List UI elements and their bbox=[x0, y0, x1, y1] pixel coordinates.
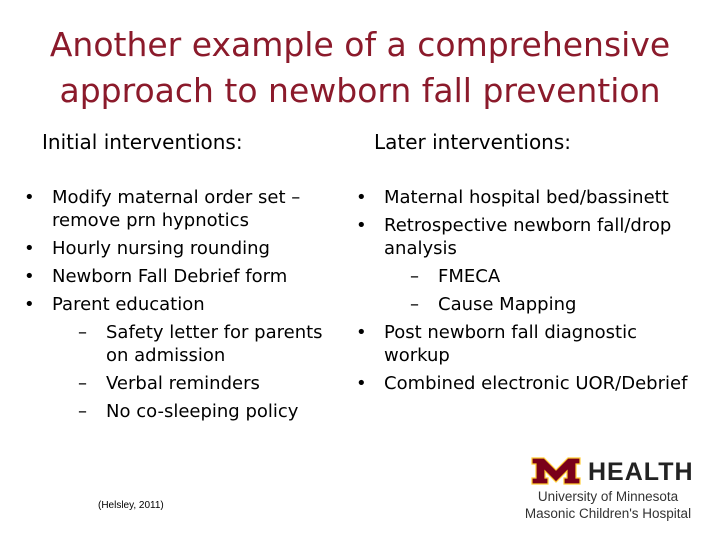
bullet-glyph: • bbox=[24, 294, 35, 315]
university-health-logo bbox=[518, 456, 698, 526]
logo-line-2: Masonic Children's Hospital bbox=[524, 506, 692, 521]
right-column-list bbox=[352, 186, 702, 400]
bullet-glyph: • bbox=[356, 322, 367, 343]
dash-glyph: – bbox=[78, 401, 87, 422]
right-sub-item bbox=[352, 265, 702, 288]
slide-title-line-2: approach to newborn fall prevention bbox=[59, 71, 661, 110]
left-list-item-text: Modify maternal order set – remove prn hypnotics bbox=[52, 187, 301, 231]
right-sub-item-text: Cause Mapping bbox=[438, 294, 577, 315]
left-sub-item bbox=[20, 321, 350, 367]
left-sub-item-text: Verbal reminders bbox=[106, 373, 260, 394]
slide-title bbox=[20, 22, 700, 114]
left-sub-item bbox=[20, 400, 350, 423]
left-list-item bbox=[20, 293, 350, 316]
right-column-heading: Later interventions: bbox=[374, 130, 572, 154]
dash-glyph: – bbox=[410, 294, 419, 315]
left-list-item-text: Newborn Fall Debrief form bbox=[52, 266, 288, 287]
bullet-glyph: • bbox=[24, 187, 35, 208]
right-sub-item bbox=[352, 293, 702, 316]
right-list-item bbox=[352, 372, 702, 395]
right-list-item bbox=[352, 321, 702, 367]
citation: (Helsley, 2011) bbox=[98, 500, 164, 511]
slide-title-line-1: Another example of a comprehensive bbox=[49, 25, 671, 64]
right-sub-item-text: FMECA bbox=[438, 266, 501, 287]
left-list-item bbox=[20, 186, 350, 232]
logo-line-1: University of Minnesota bbox=[537, 489, 679, 504]
bullet-glyph: • bbox=[24, 266, 35, 287]
bullet-glyph: • bbox=[356, 215, 367, 236]
left-sub-item bbox=[20, 372, 350, 395]
right-list-item bbox=[352, 186, 702, 209]
bullet-glyph: • bbox=[356, 187, 367, 208]
dash-glyph: – bbox=[410, 266, 419, 287]
left-sub-item-text: No co-sleeping policy bbox=[106, 401, 299, 422]
right-list-item-text: Combined electronic UOR/Debrief bbox=[384, 373, 688, 394]
left-column-heading: Initial interventions: bbox=[42, 130, 243, 154]
right-list-item-text: Retrospective newborn fall/drop analysis bbox=[384, 215, 672, 259]
logo-health-word: HEALTH bbox=[588, 458, 694, 486]
bullet-glyph: • bbox=[24, 238, 35, 259]
dash-glyph: – bbox=[78, 322, 87, 343]
left-sub-item-text: Safety letter for parents on admission bbox=[106, 322, 323, 366]
left-column-list bbox=[20, 186, 350, 428]
left-list-item bbox=[20, 265, 350, 288]
right-list-item-text: Post newborn fall diagnostic workup bbox=[384, 322, 637, 366]
bullet-glyph: • bbox=[356, 373, 367, 394]
left-list-item-text: Parent education bbox=[52, 294, 205, 315]
block-m-icon bbox=[530, 456, 582, 486]
right-list-item-text: Maternal hospital bed/bassinett bbox=[384, 187, 669, 208]
right-list-item bbox=[352, 214, 702, 260]
dash-glyph: – bbox=[78, 373, 87, 394]
left-list-item bbox=[20, 237, 350, 260]
left-list-item-text: Hourly nursing rounding bbox=[52, 238, 270, 259]
